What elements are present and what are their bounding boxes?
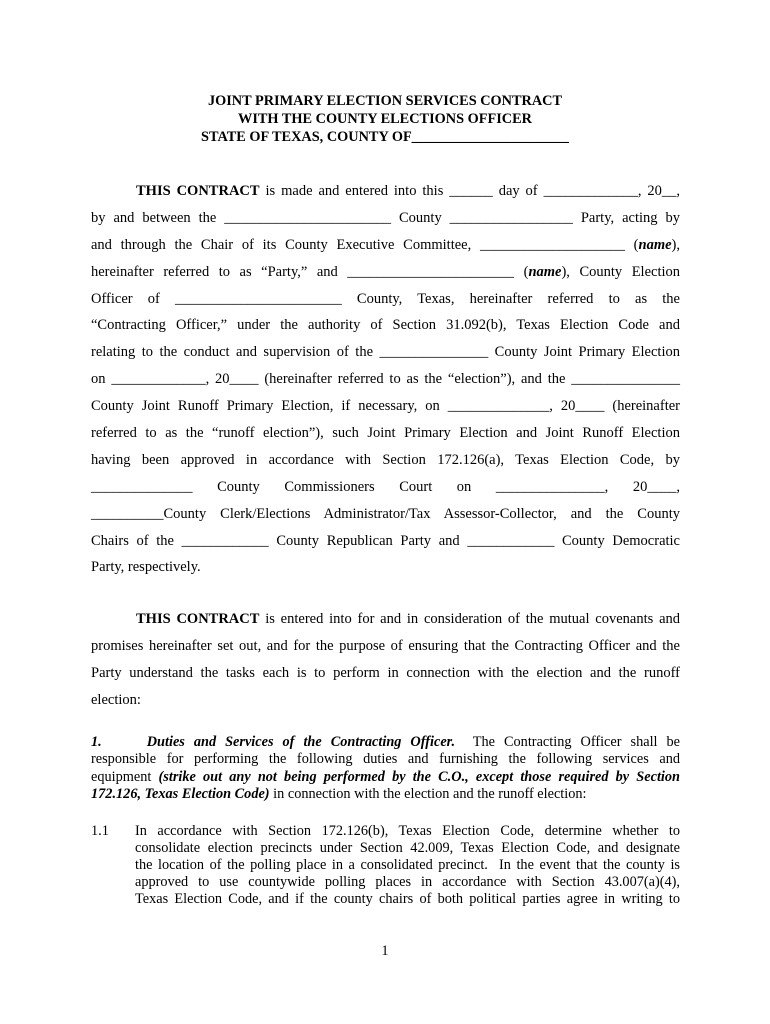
opening-line-2: by and between the _______________________ County _________________ Party, acting by: [91, 209, 680, 226]
item-1-1-line-3: the location of the polling place in a consolidated precinct. In the event that the county is: [135, 857, 680, 874]
item-1-1-line-2: consolidate election precincts under Section 42.009, Texas Election Code, and designate: [135, 840, 680, 857]
section-1-line-1-tail: The Contracting Officer shall be: [455, 734, 681, 750]
title-line-2: WITH THE COUNTY ELECTIONS OFFICER: [238, 111, 532, 127]
page-number: 1: [381, 943, 389, 959]
name-word-1: name: [638, 236, 672, 253]
opening-lead: THIS CONTRACT: [136, 183, 260, 199]
opening-line-7: relating to the conduct and supervision of the _______________ County Joint Primary Election: [91, 344, 680, 361]
opening-line-9: County Joint Runoff Primary Election, if necessary, on ______________, 20____ (hereinafter: [91, 398, 680, 415]
title-line-1: JOINT PRIMARY ELECTION SERVICES CONTRACT: [207, 93, 563, 109]
consideration-line-4: election:: [91, 691, 141, 708]
consideration-lead: THIS CONTRACT: [136, 611, 260, 627]
item-1-1-line-1: In accordance with Section 172.126(b), Texas Election Code, determine whether to: [135, 823, 680, 839]
item-1-1-line-5: Texas Election Code, and if the county chairs of both political parties agree in writing to: [135, 891, 680, 908]
opening-line-13: __________County Clerk/Elections Administrator/Tax Assessor-Collector, and the County: [91, 505, 680, 522]
section-1-heading: 1. Duties and Services of the Contracting Officer.: [91, 734, 456, 750]
section-1-line-2: responsible for performing the following duties and furnishing the following services and: [91, 751, 680, 768]
opening-line-5: Officer of _______________________ County, Texas, hereinafter referred to as the: [91, 290, 680, 307]
title-line-3: STATE OF TEXAS, COUNTY OF______________________: [201, 129, 569, 145]
section-1-line-4a: 172.126, Texas Election Code): [91, 785, 270, 802]
consideration-line-2: promises hereinafter set out, and for the purpose of ensuring that the Contracting Officer and the: [91, 637, 680, 654]
consideration-line-1: is entered into for and in consideration of the mutual covenants and: [259, 611, 681, 627]
opening-line-3: and through the Chair of its County Executive Committee, ____________________ (: [91, 236, 639, 253]
opening-line-10: referred to as the “runoff election”), such Joint Primary Election and Joint Runoff Election: [91, 425, 680, 442]
section-1-line-3b: (strike out any not being performed by the C.O., except those required by Section: [158, 768, 680, 785]
opening-line-8: on _____________, 20____ (hereinafter referred to as the “election”), and the _______________: [91, 371, 680, 388]
section-1-line-4b: in connection with the election and the runoff election:: [269, 785, 587, 802]
name-word-2: name: [528, 263, 562, 280]
opening-line-4-tail: ), County Election: [561, 263, 681, 280]
consideration-paragraph: [91, 606, 680, 714]
opening-line-3-tail: ),: [671, 236, 680, 253]
opening-line-1: is made and entered into this ______ day of _____________, 20__,: [259, 183, 680, 199]
opening-line-11: having been approved in accordance with Section 172.126(a), Texas Election Code, by: [91, 451, 680, 468]
opening-line-15: Party, respectively.: [91, 559, 201, 576]
item-1-1-number: 1.1: [91, 823, 109, 839]
consideration-line-3: Party understand the tasks each is to perform in connection with the election and the runoff: [91, 664, 680, 681]
section-1-line-3a: equipment: [91, 768, 159, 785]
opening-line-12: ______________ County Commissioners Court on _______________, 20____,: [91, 478, 680, 495]
opening-line-4: hereinafter referred to as “Party,” and _______________________ (: [91, 263, 529, 280]
opening-line-14: Chairs of the ____________ County Republican Party and ____________ County Democratic: [91, 532, 680, 549]
section-1: [91, 734, 680, 803]
item-1-1-line-4: approved to use countywide polling places in accordance with Section 43.007(a)(4),: [135, 874, 680, 891]
opening-paragraph: [91, 178, 680, 581]
contract-title: [90, 92, 680, 146]
opening-line-6: “Contracting Officer,” under the authority of Section 31.092(b), Texas Election Code and: [91, 317, 680, 334]
